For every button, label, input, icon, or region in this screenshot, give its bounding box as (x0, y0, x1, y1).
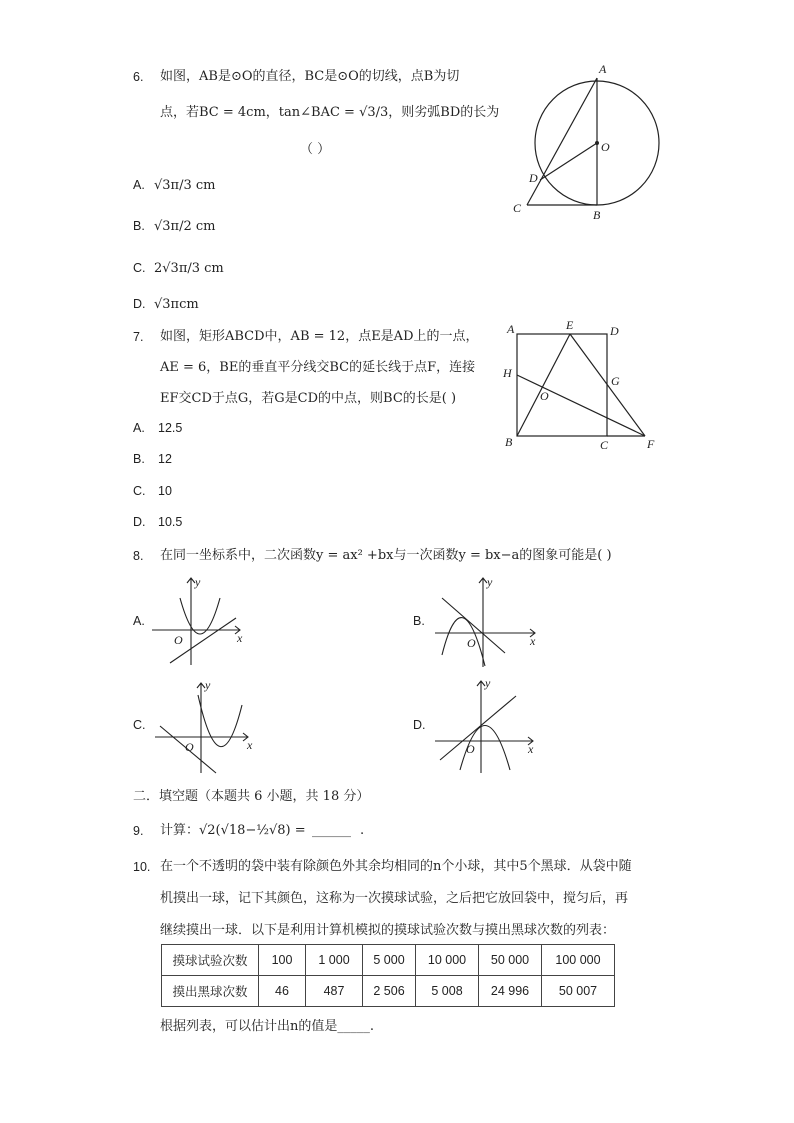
q6-line1: 如图，AB是⊙O的直径，BC是⊙O的切线，点B为切 (160, 69, 460, 84)
q8-number: 8. (133, 549, 144, 563)
q6-option-b-text: √3π/2 cm (154, 219, 216, 234)
table-cell: 10 000 (416, 945, 479, 976)
q7-number: 7. (133, 330, 144, 344)
table-cell: 100 (259, 945, 306, 976)
q7-option-a-letter: A. (133, 421, 145, 435)
q7-line-be (517, 334, 570, 436)
q9-expression: 计算：√2(√18−½√8) = (160, 823, 306, 838)
table-cell: 487 (306, 976, 363, 1007)
q9-number: 9. (133, 824, 144, 838)
q6-label-a: A (599, 62, 607, 76)
q8-b-y-label: y (487, 575, 493, 589)
q7-line1: 如图，矩形ABCD中，AB = 12，点E是AD上的一点， (160, 329, 479, 344)
table-cell: 5 000 (363, 945, 416, 976)
q7-line-hf (517, 375, 645, 436)
q7-label-c: C (600, 438, 609, 452)
q7-option-c-letter: C. (133, 484, 146, 498)
q6-label-b: B (593, 208, 601, 222)
q7-label-o: O (540, 389, 549, 403)
q7-line3: EF交CD于点G，若G是CD的中点，则BC的长是( ) (160, 391, 457, 406)
table-cell: 摸球试验次数 (162, 945, 259, 976)
q7-option-c-text: 10 (158, 484, 172, 498)
q6-label-d: D (529, 171, 538, 185)
table-cell: 24 996 (479, 976, 542, 1007)
q6-line-ac (527, 78, 597, 205)
q6-line-do (540, 143, 597, 180)
q6-number: 6. (133, 70, 144, 84)
q8-c-y-label: y (205, 678, 211, 692)
q10-line1: 在一个不透明的袋中装有除颜色外其余均相同的n个小球，其中5个黑球．从袋中随 (160, 859, 632, 874)
q8-a-origin-label: O (174, 633, 183, 647)
q7-label-g: G (611, 374, 620, 388)
q7-label-e: E (566, 318, 574, 332)
table-cell: 46 (259, 976, 306, 1007)
q8-b-x-label: x (530, 634, 536, 648)
q6-option-b-letter: B. (133, 219, 145, 233)
q6-line2: 点，若BC = 4cm，tan∠BAC = √3/3，则劣弧BD的长为 (160, 105, 500, 120)
table-cell: 100 000 (542, 945, 615, 976)
q8-a-x-label: x (237, 631, 243, 645)
q8-d-origin-label: O (466, 742, 475, 756)
table-cell: 2 506 (363, 976, 416, 1007)
table-row (162, 945, 615, 976)
q10-line3: 继续摸出一球．以下是利用计算机模拟的摸球试验次数与摸出黑球次数的列表： (160, 923, 616, 938)
q8-option-c-letter: C. (133, 718, 146, 732)
q8-b-origin-label: O (467, 636, 476, 650)
q8-d-y-label: y (485, 676, 491, 690)
q10-tail: 根据列表，可以估计出n的值是_____. (160, 1019, 375, 1034)
q8-graph-c (150, 673, 260, 778)
q6-label-o: O (601, 140, 610, 154)
q8-d-line (440, 696, 516, 760)
q7-rectangle-figure (500, 318, 665, 456)
q10-number: 10. (133, 860, 151, 874)
q7-label-f: F (647, 437, 655, 451)
q8-option-a-letter: A. (133, 614, 145, 628)
q8-d-x-label: x (528, 742, 534, 756)
q7-label-d: D (610, 324, 619, 338)
q8-c-x-label: x (247, 738, 253, 752)
q7-label-h: H (503, 366, 512, 380)
q8-a-y-label: y (195, 575, 201, 589)
q6-option-a-letter: A. (133, 178, 145, 192)
q7-label-a: A (507, 322, 515, 336)
q8-option-b-letter: B. (413, 614, 425, 628)
q8-b-parabola (442, 618, 485, 666)
table-cell: 摸出黑球次数 (162, 976, 259, 1007)
q8-c-parabola (198, 695, 242, 747)
table-row (162, 976, 615, 1007)
q7-option-a-text: 12.5 (158, 421, 183, 435)
q6-option-c-text: 2√3π/3 cm (154, 261, 224, 276)
q6-answer-paren: （ ） (300, 142, 331, 157)
q8-line1: 在同一坐标系中，二次函数y = ax² +bx与一次函数y = bx−a的图象可能是( ) (160, 548, 612, 563)
q7-option-d-text: 10.5 (158, 515, 183, 529)
table-cell: 50 007 (542, 976, 615, 1007)
q7-line2: AE = 6，BE的垂直平分线交BC的延长线于点F，连接 (160, 360, 476, 375)
q8-c-origin-label: O (185, 740, 194, 754)
q6-option-c-letter: C. (133, 261, 146, 275)
q9-end-period: . (360, 823, 365, 838)
table-cell: 50 000 (479, 945, 542, 976)
q7-option-b-text: 12 (158, 452, 172, 466)
q10-line2: 机摸出一球，记下其颜色，这称为一次摸球试验，之后把它放回袋中，搅匀后，再 (160, 891, 629, 906)
q6-circle-figure (505, 58, 665, 226)
q6-option-d-text: √3πcm (154, 297, 199, 312)
q8-option-d-letter: D. (413, 718, 426, 732)
q8-a-parabola (180, 598, 220, 634)
q7-option-b-letter: B. (133, 452, 145, 466)
q8-graph-a (150, 570, 250, 670)
q6-label-c: C (513, 201, 522, 215)
table-cell: 1 000 (306, 945, 363, 976)
q7-option-d-letter: D. (133, 515, 146, 529)
q8-graph-b (430, 570, 545, 670)
section-2-title: 二．填空题（本题共 6 小题，共 18 分） (133, 789, 370, 804)
q10-data-table (161, 944, 615, 1007)
q6-option-d-letter: D. (133, 297, 146, 311)
q8-graph-d (430, 673, 545, 778)
q9-answer-blank[interactable]: ______ (312, 823, 351, 838)
q6-option-a-text: √3π/3 cm (154, 178, 216, 193)
table-cell: 5 008 (416, 976, 479, 1007)
q7-label-b: B (505, 435, 513, 449)
q6-center-dot (595, 141, 599, 145)
